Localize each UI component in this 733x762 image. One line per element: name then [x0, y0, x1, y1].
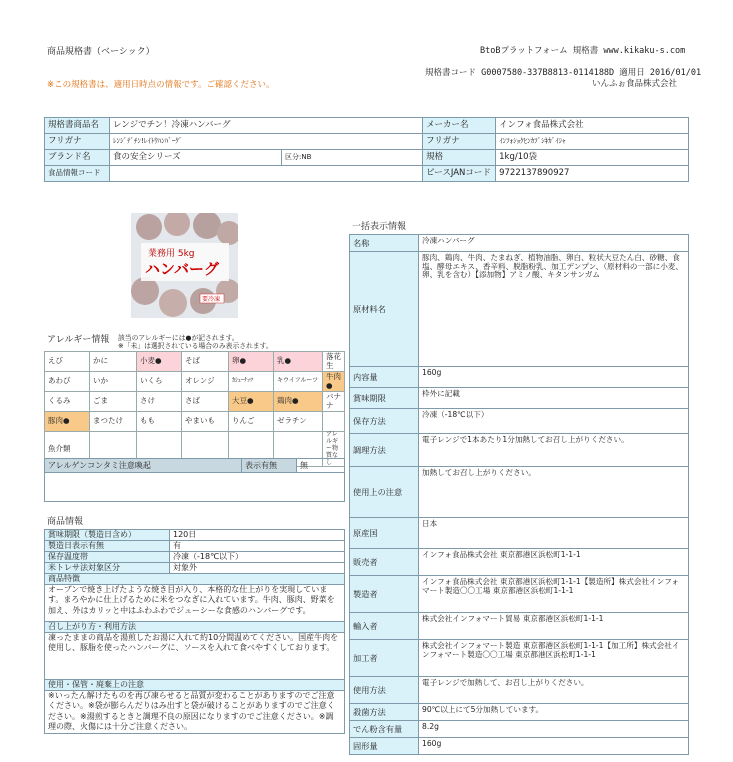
bulk-row — [350, 738, 689, 755]
serve-label: 召し上がり方・利用方法 — [45, 622, 345, 633]
allergy-row — [45, 372, 345, 392]
product-name: レンジでチン！冷凍ハンバーグ — [110, 118, 423, 134]
doc-type: 商品規格書（ベーシック） — [47, 47, 155, 57]
bulk-value: 電子レンジで加熱して、お召し上がりください。 — [419, 677, 689, 704]
product-info-value: 対象外 — [170, 563, 345, 574]
maker-furigana-label: フリガナ — [423, 134, 496, 150]
maker-name: インフォ食品株式会社 — [496, 118, 689, 134]
bulk-row — [350, 549, 689, 576]
bulk-value: 株式会社インフォマート貿易 東京都港区浜松町1-1-1 — [419, 613, 689, 640]
bulk-row — [350, 235, 689, 252]
bulk-label: 原産国 — [350, 518, 419, 549]
storage-text: ※いったん解けたものを再び凍らせると品質が変わることがありますのでご注意ください。※袋が膨らんだりはみ出すと袋が破けることがありますのでご注意ください。※湯煎するときと調理不良の原因になりますのでご注意ください。※調理の際、火傷には十分ご注意ください。 — [45, 691, 345, 734]
product-info-value: 冷凍（-18℃以下） — [170, 552, 345, 563]
allergy-cell: 牛肉● — [323, 372, 345, 392]
bulk-row — [350, 252, 689, 367]
allergy-cell: やまいも — [182, 412, 229, 432]
bulk-value: 160g — [419, 367, 689, 388]
product-info-title: 商品情報 — [47, 517, 84, 527]
photo-line2: ハンバーグ — [145, 260, 219, 278]
allergy-note-2: ※「未」は選択されている場合のみ表示されます。 — [118, 342, 273, 351]
allergy-cell: 卵● — [229, 352, 274, 372]
bulk-label: 名称 — [350, 235, 419, 252]
allergy-cell: 落花生 — [323, 352, 345, 372]
bulk-label: 使用上の注意 — [350, 467, 419, 518]
bulk-row — [350, 677, 689, 704]
spec-value: 1kg/10袋 — [496, 150, 689, 166]
allergy-cell: えび — [45, 352, 90, 372]
allergy-note — [118, 334, 273, 351]
photo-line1: 業務用 5kg — [148, 249, 195, 259]
bulk-label: 調理方法 — [350, 434, 419, 467]
site-label: BtoBプラットフォーム 規格書 www.kikaku-s.com — [480, 46, 686, 56]
allergy-cell: 乳● — [274, 352, 323, 372]
furigana-label: フリガナ — [45, 134, 110, 150]
spec-code-line: 規格書コード G0007580-337B8813-0114188D 適用日 2016/01/01 — [425, 68, 702, 78]
allergy-grid — [44, 351, 345, 467]
bulk-row — [350, 576, 689, 613]
allergy-cell: 豚肉● — [45, 412, 90, 432]
product-info-label: 保存温度帯 — [45, 552, 170, 563]
bulk-row — [350, 518, 689, 549]
allergy-cell: まつたけ — [90, 412, 137, 432]
bulk-row — [350, 640, 689, 677]
bulk-value: インフォ食品株式会社 東京都港区浜松町1-1-1 — [419, 549, 689, 576]
bulk-label: 賞味期限 — [350, 388, 419, 409]
bulk-value: 加熱してお召し上がりください。 — [419, 467, 689, 518]
bulk-row — [350, 704, 689, 721]
bulk-label: 殺菌方法 — [350, 704, 419, 721]
bulk-value: 日本 — [419, 518, 689, 549]
product-info-label: 賞味期限（製造日含め） — [45, 530, 170, 541]
bulk-row — [350, 467, 689, 518]
bulk-label: 内容量 — [350, 367, 419, 388]
bulk-row — [350, 613, 689, 640]
allergy-cell: そば — [182, 352, 229, 372]
product-info-label: 製造日表示有無 — [45, 541, 170, 552]
allergy-row — [45, 392, 345, 412]
bulk-value: 冷凍（-18℃以下） — [419, 409, 689, 434]
contam-body — [45, 473, 345, 502]
bulk-row — [350, 367, 689, 388]
allergy-cell: かに — [90, 352, 137, 372]
spec-label: 規格 — [423, 150, 496, 166]
maker-furigana: ｲﾝﾌｫｼｮｸﾋﾝｶﾌﾞｼｷｶﾞｲｼｬ — [496, 134, 689, 150]
jan-code: 9722137890927 — [496, 166, 689, 182]
feature-label: 商品特徴 — [45, 574, 345, 585]
allergy-cell: 大豆● — [229, 392, 274, 412]
bulk-label: 加工者 — [350, 640, 419, 677]
bulk-value: 冷凍ハンバーグ — [419, 235, 689, 252]
allergy-cell — [323, 412, 345, 432]
bulk-label: 製造者 — [350, 576, 419, 613]
bulk-row — [350, 721, 689, 738]
allergy-cell: 魚介類 — [45, 432, 90, 467]
bulk-row — [350, 409, 689, 434]
product-info-value: 有 — [170, 541, 345, 552]
product-name-label: 規格書商品名 — [45, 118, 110, 134]
allergy-row — [45, 352, 345, 372]
notice-text: ※この規格書は、適用日時点の情報です。ご確認ください。 — [47, 80, 275, 90]
allergy-cell: もも — [137, 412, 182, 432]
bulk-label: 輸入者 — [350, 613, 419, 640]
allergy-cell: いくら — [137, 372, 182, 392]
allergy-cell: りんご — [229, 412, 274, 432]
allergy-cell: アレルギー物質なし — [323, 432, 345, 467]
allergy-cell: ゼラチン — [274, 412, 323, 432]
bulk-row — [350, 434, 689, 467]
allergy-cell: ごま — [90, 392, 137, 412]
product-furigana: ﾚﾝｼﾞﾃﾞﾁﾝ!ﾚｲﾄｳﾊﾝﾊﾞｰｸﾞ — [110, 134, 423, 150]
jan-label: ピースJANコード — [423, 166, 496, 182]
contam-flag-label: 表示有無 — [242, 459, 297, 473]
product-info-table — [44, 529, 345, 734]
bulk-display-table — [349, 234, 689, 755]
photo-badge: 要冷凍 — [202, 296, 221, 303]
serve-text: 凍ったままの商品を湯煎したお湯に入れて約10分間温めてください。国産牛肉を使用し、豚脂を使ったハンバーグに、ソースを入れて食べやすくしております。 — [45, 633, 345, 680]
allergy-cell: さば — [182, 392, 229, 412]
feature-text: オーブンで焼き上げたような焼き目が入り、本格的な仕上がりを実現しています。まろやかに仕上げるために米をつなぎに入れています。牛肉、豚肉、野菜を加え、外はカリッと中はふわふわでジューシーな食感のハンバーグです。 — [45, 585, 345, 622]
bulk-label: 販売者 — [350, 549, 419, 576]
bulk-value: 株式会社インフォマート製造 東京都港区浜松町1-1-1【加工所】株式会社インフォマート製造〇〇工場 東京都港区浜松町1-1-1 — [419, 640, 689, 677]
brand-label: ブランド名 — [45, 150, 110, 166]
bulk-display-title: 一括表示情報 — [352, 222, 407, 232]
product-info-label: 米トレサ法対象区分 — [45, 563, 170, 574]
bulk-value: 8.2g — [419, 721, 689, 738]
allergy-cell: バナナ — [323, 392, 345, 412]
bulk-value: インフォ食品株式会社 東京都港区浜松町1-1-1【製造所】株式会社インフォマート製造〇〇工場 東京都港区浜松町1-1-1 — [419, 576, 689, 613]
bulk-label: 原材料名 — [350, 252, 419, 367]
maker-label: メーカー名 — [423, 118, 496, 134]
bulk-value: 電子レンジで1本あたり1分加熱してお召し上がりください。 — [419, 434, 689, 467]
bulk-label: でん粉含有量 — [350, 721, 419, 738]
allergy-cell: オレンジ — [182, 372, 229, 392]
contam-label: アレルゲンコンタミ注意喚起 — [45, 459, 242, 473]
allergy-cell: ｶｼｭｰﾅｯﾂ — [229, 372, 274, 392]
bulk-value: 枠外に記載 — [419, 388, 689, 409]
bulk-label: 固形量 — [350, 738, 419, 755]
allergy-cell: いか — [90, 372, 137, 392]
allergy-title: アレルギー情報 — [47, 335, 110, 345]
allergy-cell: くるみ — [45, 392, 90, 412]
basic-info-table — [44, 117, 689, 182]
bulk-value: 90℃以上にて5分加熱しています。 — [419, 704, 689, 721]
bulk-row — [350, 388, 689, 409]
allergy-cell: 小麦● — [137, 352, 182, 372]
allergy-cell: キウイフルーツ — [274, 372, 323, 392]
bulk-value: 豚肉、鶏肉、牛肉、たまねぎ、植物油脂、卵白、粒状大豆たん白、砂糖、食塩、酵母エキス、香辛料、脱脂粉乳、加工デンプン、（原材料の一部に小麦、卵、乳を含む）【添加物】アミノ酸、キタンサンガム — [419, 252, 689, 367]
allergy-cell: あわび — [45, 372, 90, 392]
contam-flag: 無 — [297, 459, 345, 473]
product-photo — [131, 213, 238, 318]
product-info-value: 120日 — [170, 530, 345, 541]
allergen-contamination-table — [44, 458, 345, 502]
bulk-label: 保存方法 — [350, 409, 419, 434]
issuer-company: いんふぉ食品株式会社 — [592, 79, 678, 89]
info-code — [110, 166, 423, 182]
brand-name: 食の安全シリーズ — [110, 150, 282, 166]
allergy-note-1: 該当のアレルギーには●が記されます。 — [118, 334, 239, 342]
category: 区分:NB — [282, 150, 423, 166]
allergy-cell: さけ — [137, 392, 182, 412]
info-code-label: 食品情報コード — [45, 166, 110, 182]
storage-label: 使用・保管・廃棄上の注意 — [45, 680, 345, 691]
bulk-label: 使用方法 — [350, 677, 419, 704]
allergy-row — [45, 412, 345, 432]
bulk-value: 160g — [419, 738, 689, 755]
allergy-cell: 鶏肉● — [274, 392, 323, 412]
